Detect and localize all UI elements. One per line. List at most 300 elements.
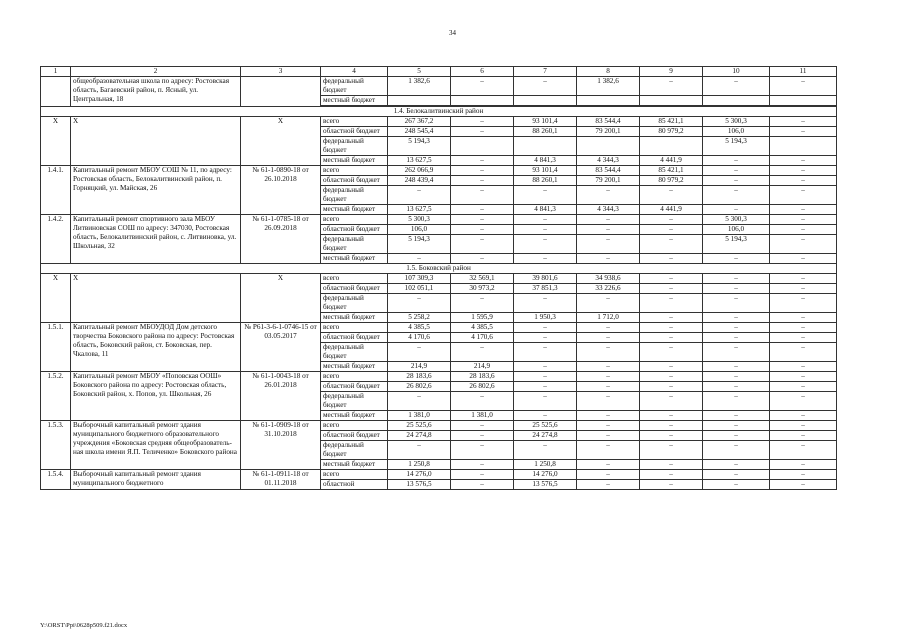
table-cell: 1.5.2.: [41, 372, 71, 421]
table-cell: Капитальный ремонт МБОУДОД Дом детского творчества Боковского района по адресу: Ростовская область, Боковский район, ст. Боковская, пер. Чкалова, 11: [71, 323, 241, 372]
table-cell: областной: [321, 480, 388, 490]
table-cell: № 61-1-0890-18 от 26.10.2018: [241, 166, 321, 215]
value-cell: –: [770, 372, 837, 382]
value-cell: –: [640, 470, 703, 480]
value-cell: –: [514, 333, 577, 343]
table-cell: федеральный бюджет: [321, 392, 388, 411]
value-cell: –: [514, 77, 577, 96]
table-cell: всего: [321, 166, 388, 176]
value-cell: 28 183,6: [451, 372, 514, 382]
value-cell: –: [514, 215, 577, 225]
value-cell: –: [703, 470, 770, 480]
value-cell: 79 200,1: [577, 176, 640, 186]
value-cell: 1 382,6: [388, 77, 451, 96]
value-cell: –: [577, 431, 640, 441]
table-row: [41, 166, 837, 176]
value-cell: –: [577, 294, 640, 313]
value-cell: –: [703, 254, 770, 264]
value-cell: –: [770, 127, 837, 137]
value-cell: 214,9: [388, 362, 451, 372]
value-cell: –: [640, 480, 703, 490]
table-cell: местный бюджет: [321, 205, 388, 215]
value-cell: –: [388, 294, 451, 313]
table-row: [41, 77, 837, 96]
value-cell: –: [770, 333, 837, 343]
value-cell: [640, 137, 703, 156]
value-cell: 88 260,1: [514, 176, 577, 186]
value-cell: –: [770, 382, 837, 392]
value-cell: –: [514, 254, 577, 264]
value-cell: –: [451, 225, 514, 235]
value-cell: –: [514, 225, 577, 235]
column-header: 4: [321, 67, 388, 77]
value-cell: –: [451, 156, 514, 166]
column-header: 2: [71, 67, 241, 77]
value-cell: 4 344,3: [577, 205, 640, 215]
value-cell: 4 441,9: [640, 156, 703, 166]
table-cell: федеральный бюджет: [321, 77, 388, 96]
value-cell: –: [770, 323, 837, 333]
value-cell: 13 627,5: [388, 205, 451, 215]
value-cell: 5 194,3: [388, 235, 451, 254]
value-cell: –: [703, 77, 770, 96]
table-row: [41, 470, 837, 480]
value-cell: –: [640, 323, 703, 333]
value-cell: 262 066,9: [388, 166, 451, 176]
value-cell: –: [577, 186, 640, 205]
column-header: 3: [241, 67, 321, 77]
value-cell: –: [770, 274, 837, 284]
value-cell: –: [770, 294, 837, 313]
value-cell: [514, 137, 577, 156]
table-cell: X: [241, 117, 321, 166]
value-cell: 30 973,2: [451, 284, 514, 294]
value-cell: –: [640, 274, 703, 284]
value-cell: –: [514, 372, 577, 382]
value-cell: [703, 96, 770, 106]
value-cell: –: [703, 323, 770, 333]
value-cell: 26 802,6: [388, 382, 451, 392]
value-cell: 37 851,3: [514, 284, 577, 294]
table-cell: 1.4.1.: [41, 166, 71, 215]
value-cell: 93 101,4: [514, 117, 577, 127]
table-cell: местный бюджет: [321, 362, 388, 372]
value-cell: –: [577, 382, 640, 392]
value-cell: –: [514, 392, 577, 411]
table-cell: всего: [321, 372, 388, 382]
column-header: 7: [514, 67, 577, 77]
value-cell: –: [770, 225, 837, 235]
table-cell: 1.5.3.: [41, 421, 71, 470]
value-cell: –: [770, 411, 837, 421]
table-cell: федеральный бюджет: [321, 137, 388, 156]
value-cell: –: [577, 460, 640, 470]
value-cell: –: [451, 294, 514, 313]
section-title: 1.5. Боковский район: [41, 264, 837, 274]
value-cell: –: [640, 186, 703, 205]
value-cell: 4 385,5: [388, 323, 451, 333]
value-cell: 4 841,3: [514, 205, 577, 215]
value-cell: 106,0: [703, 225, 770, 235]
section-row: [41, 107, 837, 117]
value-cell: –: [703, 480, 770, 490]
table-cell: федеральный бюджет: [321, 441, 388, 460]
value-cell: –: [640, 392, 703, 411]
value-cell: 5 300,3: [703, 215, 770, 225]
value-cell: 32 569,1: [451, 274, 514, 284]
column-header: 1: [41, 67, 71, 77]
value-cell: –: [514, 186, 577, 205]
table-cell: 1.4.2.: [41, 215, 71, 264]
value-cell: –: [770, 441, 837, 460]
value-cell: –: [703, 186, 770, 205]
value-cell: –: [703, 382, 770, 392]
value-cell: –: [577, 392, 640, 411]
table-cell: местный бюджет: [321, 254, 388, 264]
table-cell: местный бюджет: [321, 411, 388, 421]
value-cell: –: [577, 333, 640, 343]
table-cell: областной бюджет: [321, 284, 388, 294]
value-cell: –: [577, 411, 640, 421]
table-cell: общеобразовательная школа по адресу: Ростовская область, Багаевский район, п. Ясный, ул. Центральная, 18: [71, 77, 241, 107]
value-cell: –: [770, 392, 837, 411]
value-cell: 13 576,5: [514, 480, 577, 490]
value-cell: –: [577, 362, 640, 372]
value-cell: [577, 137, 640, 156]
table-row: [41, 372, 837, 382]
value-cell: –: [577, 323, 640, 333]
value-cell: –: [770, 156, 837, 166]
table-cell: [41, 77, 71, 107]
value-cell: 26 802,6: [451, 382, 514, 392]
table-row: [41, 274, 837, 284]
value-cell: –: [514, 382, 577, 392]
value-cell: –: [770, 470, 837, 480]
value-cell: –: [770, 166, 837, 176]
table-cell: местный бюджет: [321, 313, 388, 323]
table-cell: X: [41, 274, 71, 323]
value-cell: 107 309,3: [388, 274, 451, 284]
value-cell: –: [770, 215, 837, 225]
value-cell: –: [703, 421, 770, 431]
table-cell: X: [71, 117, 241, 166]
column-header: 8: [577, 67, 640, 77]
value-cell: –: [640, 77, 703, 96]
section-title: 1.4. Белокалитвинский район: [41, 107, 837, 117]
value-cell: –: [577, 372, 640, 382]
value-cell: –: [703, 372, 770, 382]
value-cell: 13 627,5: [388, 156, 451, 166]
table-cell: № 61-1-0909-18 от 31.10.2018: [241, 421, 321, 470]
value-cell: –: [640, 411, 703, 421]
value-cell: 88 260,1: [514, 127, 577, 137]
value-cell: –: [451, 431, 514, 441]
value-cell: [514, 96, 577, 106]
value-cell: 5 194,3: [703, 235, 770, 254]
value-cell: –: [388, 441, 451, 460]
value-cell: 13 576,5: [388, 480, 451, 490]
value-cell: –: [703, 284, 770, 294]
value-cell: –: [640, 215, 703, 225]
value-cell: –: [770, 480, 837, 490]
value-cell: 1 382,6: [577, 77, 640, 96]
value-cell: –: [451, 441, 514, 460]
value-cell: 106,0: [388, 225, 451, 235]
value-cell: 1 595,9: [451, 313, 514, 323]
table-cell: всего: [321, 470, 388, 480]
value-cell: –: [703, 460, 770, 470]
value-cell: –: [577, 254, 640, 264]
value-cell: –: [770, 313, 837, 323]
table-cell: X: [241, 274, 321, 323]
value-cell: –: [703, 205, 770, 215]
section-row: [41, 264, 837, 274]
value-cell: 1 250,8: [388, 460, 451, 470]
value-cell: –: [770, 421, 837, 431]
value-cell: –: [640, 362, 703, 372]
value-cell: –: [640, 421, 703, 431]
value-cell: –: [577, 480, 640, 490]
value-cell: 1 250,8: [514, 460, 577, 470]
table-row: [41, 215, 837, 225]
value-cell: –: [770, 77, 837, 96]
value-cell: 85 421,1: [640, 117, 703, 127]
value-cell: –: [640, 431, 703, 441]
value-cell: –: [451, 215, 514, 225]
value-cell: 4 441,9: [640, 205, 703, 215]
value-cell: –: [388, 392, 451, 411]
value-cell: –: [703, 313, 770, 323]
value-cell: 102 051,1: [388, 284, 451, 294]
value-cell: [451, 96, 514, 106]
value-cell: –: [703, 343, 770, 362]
value-cell: –: [451, 235, 514, 254]
value-cell: 14 276,0: [388, 470, 451, 480]
value-cell: –: [703, 176, 770, 186]
value-cell: –: [388, 254, 451, 264]
value-cell: [577, 96, 640, 106]
table-cell: 1.5.4.: [41, 470, 71, 490]
value-cell: –: [514, 411, 577, 421]
value-cell: –: [640, 225, 703, 235]
value-cell: –: [770, 343, 837, 362]
value-cell: [451, 137, 514, 156]
table-cell: всего: [321, 274, 388, 284]
value-cell: –: [451, 205, 514, 215]
value-cell: 214,9: [451, 362, 514, 372]
value-cell: 4 385,5: [451, 323, 514, 333]
table-cell: местный бюджет: [321, 156, 388, 166]
value-cell: –: [577, 225, 640, 235]
table-cell: федеральный бюджет: [321, 235, 388, 254]
value-cell: –: [451, 127, 514, 137]
value-cell: 24 274,8: [514, 431, 577, 441]
value-cell: –: [770, 431, 837, 441]
value-cell: –: [770, 362, 837, 372]
value-cell: 5 300,3: [388, 215, 451, 225]
value-cell: –: [451, 176, 514, 186]
value-cell: 25 525,6: [388, 421, 451, 431]
file-path-footer: Y:\ORST\Ppi\0628p509.f21.docx: [40, 622, 128, 629]
table-cell: областной бюджет: [321, 431, 388, 441]
value-cell: –: [703, 156, 770, 166]
table-body: [41, 77, 837, 490]
table-cell: Капитальный ремонт спортивного зала МБОУ Литвиновская СОШ по адресу: 347030, Ростовская область, Белокалитвинский район, с. Литвиновка, ул. Школьная, 32: [71, 215, 241, 264]
value-cell: [770, 137, 837, 156]
value-cell: –: [640, 294, 703, 313]
value-cell: 28 183,6: [388, 372, 451, 382]
value-cell: 79 200,1: [577, 127, 640, 137]
value-cell: –: [514, 441, 577, 460]
table-cell: Капитальный ремонт МБОУ «Поповская ООШ» Боковского района по адресу: Ростовская область, Боковский район, х. Попов, ул. Школьная, 26: [71, 372, 241, 421]
value-cell: –: [703, 392, 770, 411]
table-cell: Выборочный капитальный ремонт здания муниципального бюджетного образовательного учреждения «Боковская средняя общеобразователь-ная школа имени Я.П. Теличенко» Боковского района: [71, 421, 241, 470]
value-cell: –: [770, 254, 837, 264]
table-cell: местный бюджет: [321, 460, 388, 470]
table-cell: № 61-1-0911-18 от 01.11.2018: [241, 470, 321, 490]
value-cell: –: [451, 460, 514, 470]
value-cell: –: [640, 235, 703, 254]
value-cell: –: [770, 235, 837, 254]
value-cell: –: [640, 460, 703, 470]
value-cell: 5 194,3: [388, 137, 451, 156]
table-cell: федеральный бюджет: [321, 294, 388, 313]
value-cell: –: [703, 333, 770, 343]
column-header: 5: [388, 67, 451, 77]
value-cell: –: [640, 284, 703, 294]
value-cell: –: [451, 392, 514, 411]
value-cell: –: [640, 372, 703, 382]
value-cell: –: [770, 117, 837, 127]
value-cell: 24 274,8: [388, 431, 451, 441]
table-cell: всего: [321, 421, 388, 431]
value-cell: –: [770, 186, 837, 205]
value-cell: [388, 96, 451, 106]
table-cell: X: [71, 274, 241, 323]
value-cell: –: [703, 411, 770, 421]
value-cell: –: [451, 421, 514, 431]
value-cell: 33 226,6: [577, 284, 640, 294]
value-cell: 1 712,0: [577, 313, 640, 323]
value-cell: [770, 96, 837, 106]
column-header: 9: [640, 67, 703, 77]
value-cell: –: [640, 382, 703, 392]
value-cell: 5 300,3: [703, 117, 770, 127]
column-header: 6: [451, 67, 514, 77]
table-cell: [241, 77, 321, 107]
value-cell: 248 439,4: [388, 176, 451, 186]
table-cell: областной бюджет: [321, 176, 388, 186]
value-cell: [640, 96, 703, 106]
value-cell: 5 194,3: [703, 137, 770, 156]
value-cell: –: [577, 235, 640, 254]
value-cell: –: [577, 421, 640, 431]
value-cell: –: [640, 343, 703, 362]
value-cell: 106,0: [703, 127, 770, 137]
value-cell: –: [451, 117, 514, 127]
value-cell: –: [640, 254, 703, 264]
value-cell: 85 421,1: [640, 166, 703, 176]
value-cell: 1 381,0: [388, 411, 451, 421]
value-cell: –: [770, 176, 837, 186]
value-cell: 248 545,4: [388, 127, 451, 137]
value-cell: –: [514, 343, 577, 362]
value-cell: 80 979,2: [640, 127, 703, 137]
value-cell: –: [703, 274, 770, 284]
value-cell: –: [514, 294, 577, 313]
table-cell: Выборочный капитальный ремонт здания муниципального бюджетного: [71, 470, 241, 490]
value-cell: –: [451, 343, 514, 362]
table-row: [41, 323, 837, 333]
value-cell: –: [703, 441, 770, 460]
value-cell: 80 979,2: [640, 176, 703, 186]
value-cell: –: [703, 294, 770, 313]
value-cell: 25 525,6: [514, 421, 577, 431]
value-cell: 39 801,6: [514, 274, 577, 284]
table-cell: № Р61-3-6-1-0746-15 от 03.05.2017: [241, 323, 321, 372]
value-cell: –: [451, 186, 514, 205]
value-cell: –: [451, 166, 514, 176]
value-cell: –: [451, 77, 514, 96]
table-cell: X: [41, 117, 71, 166]
table-cell: федеральный бюджет: [321, 343, 388, 362]
value-cell: 34 938,6: [577, 274, 640, 284]
value-cell: 83 544,4: [577, 117, 640, 127]
value-cell: –: [451, 254, 514, 264]
value-cell: –: [640, 313, 703, 323]
value-cell: –: [451, 470, 514, 480]
budget-table: [40, 66, 837, 490]
value-cell: –: [640, 441, 703, 460]
table-row: [41, 117, 837, 127]
value-cell: –: [770, 460, 837, 470]
table-cell: областной бюджет: [321, 127, 388, 137]
table-cell: областной бюджет: [321, 382, 388, 392]
table-row: [41, 421, 837, 431]
value-cell: –: [388, 343, 451, 362]
value-cell: 1 950,3: [514, 313, 577, 323]
value-cell: 4 170,6: [388, 333, 451, 343]
value-cell: –: [514, 235, 577, 254]
value-cell: 4 344,3: [577, 156, 640, 166]
table-cell: местный бюджет: [321, 96, 388, 106]
column-header: 10: [703, 67, 770, 77]
value-cell: –: [451, 480, 514, 490]
value-cell: 4 170,6: [451, 333, 514, 343]
value-cell: –: [703, 166, 770, 176]
value-cell: 1 381,0: [451, 411, 514, 421]
value-cell: –: [577, 215, 640, 225]
table-cell: областной бюджет: [321, 225, 388, 235]
value-cell: –: [577, 470, 640, 480]
value-cell: –: [640, 333, 703, 343]
table-cell: № 61-1-0043-18 от 26.01.2018: [241, 372, 321, 421]
page-number: 34: [449, 29, 456, 37]
column-header: 11: [770, 67, 837, 77]
value-cell: –: [770, 284, 837, 294]
value-cell: 5 258,2: [388, 313, 451, 323]
value-cell: –: [388, 186, 451, 205]
value-cell: 267 367,2: [388, 117, 451, 127]
table-cell: всего: [321, 215, 388, 225]
table-cell: областной бюджет: [321, 333, 388, 343]
table-cell: федеральный бюджет: [321, 186, 388, 205]
value-cell: –: [770, 205, 837, 215]
table-cell: Капитальный ремонт МБОУ СОШ № 11, по адресу: Ростовская область, Белокалитвинский район, п. Горняцкий, ул. Майская, 26: [71, 166, 241, 215]
header-row: [41, 67, 837, 77]
value-cell: –: [514, 323, 577, 333]
value-cell: 93 101,4: [514, 166, 577, 176]
